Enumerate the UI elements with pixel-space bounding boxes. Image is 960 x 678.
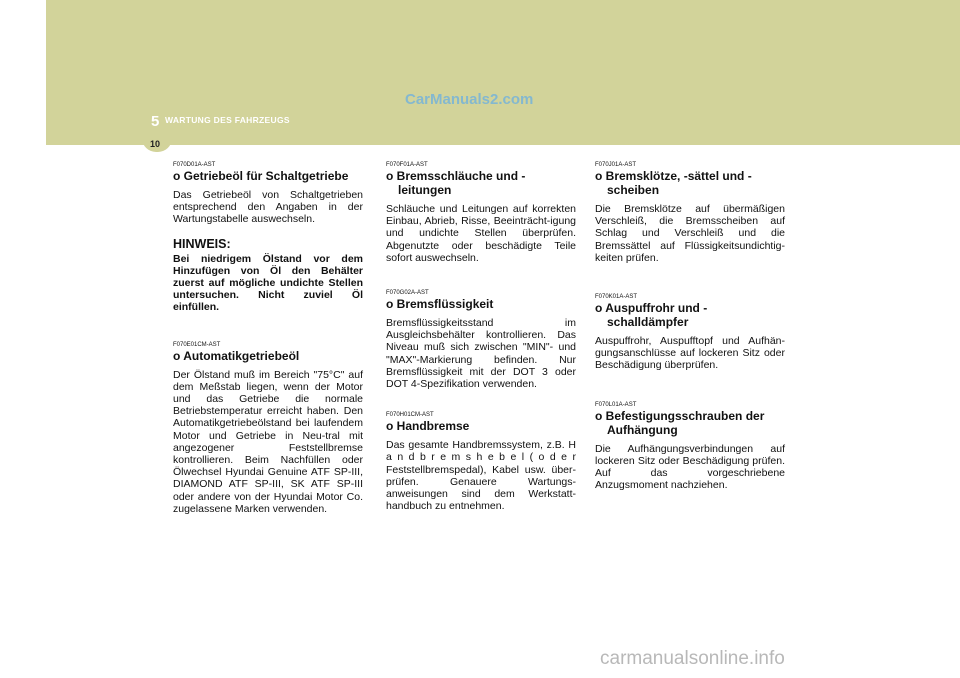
column-2	[386, 162, 576, 534]
section-code: F070K01A-AST	[595, 294, 638, 301]
section-heading: o Automatikgetriebeöl	[173, 348, 300, 363]
section-heading: o Auspuffrohr und - schalldämpfer	[595, 301, 708, 330]
section-body: Das Getriebeöl von Schaltgetrieben entsprechend den Angaben in der Wartungstabelle auswechseln.	[173, 189, 363, 226]
section-manual-transmission-oil	[173, 162, 363, 226]
section-handbrake	[386, 412, 576, 512]
section-code: F070E01CM-AST	[173, 341, 221, 348]
section-code: F070G02A-AST	[386, 290, 429, 297]
note-title: HINWEIS:	[173, 236, 231, 251]
section-body: Die Bremsklötze auf übermäßigen Verschleiß, die Bremsscheiben auf Schlag und Verschleiß und die Bremssättel auf Flüssigkeitsundichtig-keiten prüfen.	[595, 203, 785, 264]
section-body: Der Ölstand muß im Bereich "75°C" auf dem Meßstab liegen, wenn der Motor und das Getriebe die normale Betriebstemperatur erreicht haben. Den Automatikgetriebeölstand bei laufendem Motor und Getriebe in Neu-tral mit angezogener Feststellbremse kontrollieren. Beim Nachfüllen oder Ölwechsel Hyundai Genuine ATF SP-III, DIAMOND ATF SP-III, SK ATF SP-III oder andere von der Hyundai Motor Co. zugelassene Marken verwenden.	[173, 368, 363, 515]
section-automatic-transmission-oil	[173, 342, 363, 515]
section-body: Schläuche und Leitungen auf korrekten Einbau, Abrieb, Risse, Beeinträcht-igung und undichte Stellen überprüfen. Abgenutzte oder beschädigte Teile sofort auswechseln.	[386, 203, 576, 264]
section-heading: o Bremsklötze, -sättel und - scheiben	[595, 169, 752, 197]
watermark-bottom[interactable]: carmanualsonline.info	[600, 648, 785, 669]
section-heading: o Bremsflüssigkeit	[386, 297, 494, 312]
section-heading: o Befestigungsschrauben der Aufhängung	[595, 408, 765, 437]
section-body: Bremsflüssigkeitsstand im Ausgleichsbehälter kontrollieren. Das Niveau muß sich zwischen "MIN"- und "MAX"-Markierung befinden. Nur Bremsflüssigkeit mit der DOT 3 oder DOT 4-Spezifikation verwenden.	[386, 317, 576, 391]
chapter-title: WARTUNG DES FAHRZEUGS	[165, 115, 290, 125]
section-heading: o Getriebeöl für Schaltgetriebe	[173, 169, 349, 183]
page-number: 10	[150, 139, 161, 149]
section-body: Die Aufhängungsverbindungen auf lockeren Sitz oder Beschädigung prüfen. Auf das vorgeschriebene Anzugsmoment nachziehen.	[595, 442, 785, 492]
section-code: F070J01A-AST	[595, 162, 637, 168]
section-heading: o Handbremse	[386, 419, 470, 434]
section-brake-pads	[595, 162, 785, 264]
watermark-top[interactable]: CarManuals2.com	[405, 91, 534, 108]
section-brake-fluid	[386, 290, 576, 390]
section-body: Auspuffrohr, Auspufftopf und Aufhän-gungsanschlüsse auf lockeren Sitz oder Beschädigung überprüfen.	[595, 335, 785, 372]
section-suspension-bolts	[595, 402, 785, 492]
section-heading: o Bremsschläuche und - leitungen	[386, 169, 526, 197]
section-code: F070L01A-AST	[595, 401, 637, 408]
section-brake-hoses	[386, 162, 576, 264]
chapter-number: 5	[151, 113, 160, 130]
hinweis-note	[173, 237, 363, 314]
section-exhaust	[595, 294, 785, 372]
column-1	[173, 162, 363, 537]
section-code: F070F01A-AST	[386, 162, 428, 168]
section-body: Das gesamte Handbremssystem, z.B. H a n d b r e m s h e b e l ( o d e r Feststellbremspedal), Kabel usw. über-prüfen. Genauere Wartungs-anweisungen sind dem Werkstatt-handbuch zu entnehmen.	[386, 439, 576, 513]
section-code: F070H01CM-AST	[386, 412, 434, 419]
section-code: F070D01A-AST	[173, 162, 216, 168]
note-body: Bei niedrigem Ölstand vor dem Hinzufügen von Öl den Behälter zuerst auf mögliche undichte Stellen untersuchen. Nicht zuviel Öl einfüllen.	[173, 252, 363, 314]
column-3	[595, 162, 785, 513]
